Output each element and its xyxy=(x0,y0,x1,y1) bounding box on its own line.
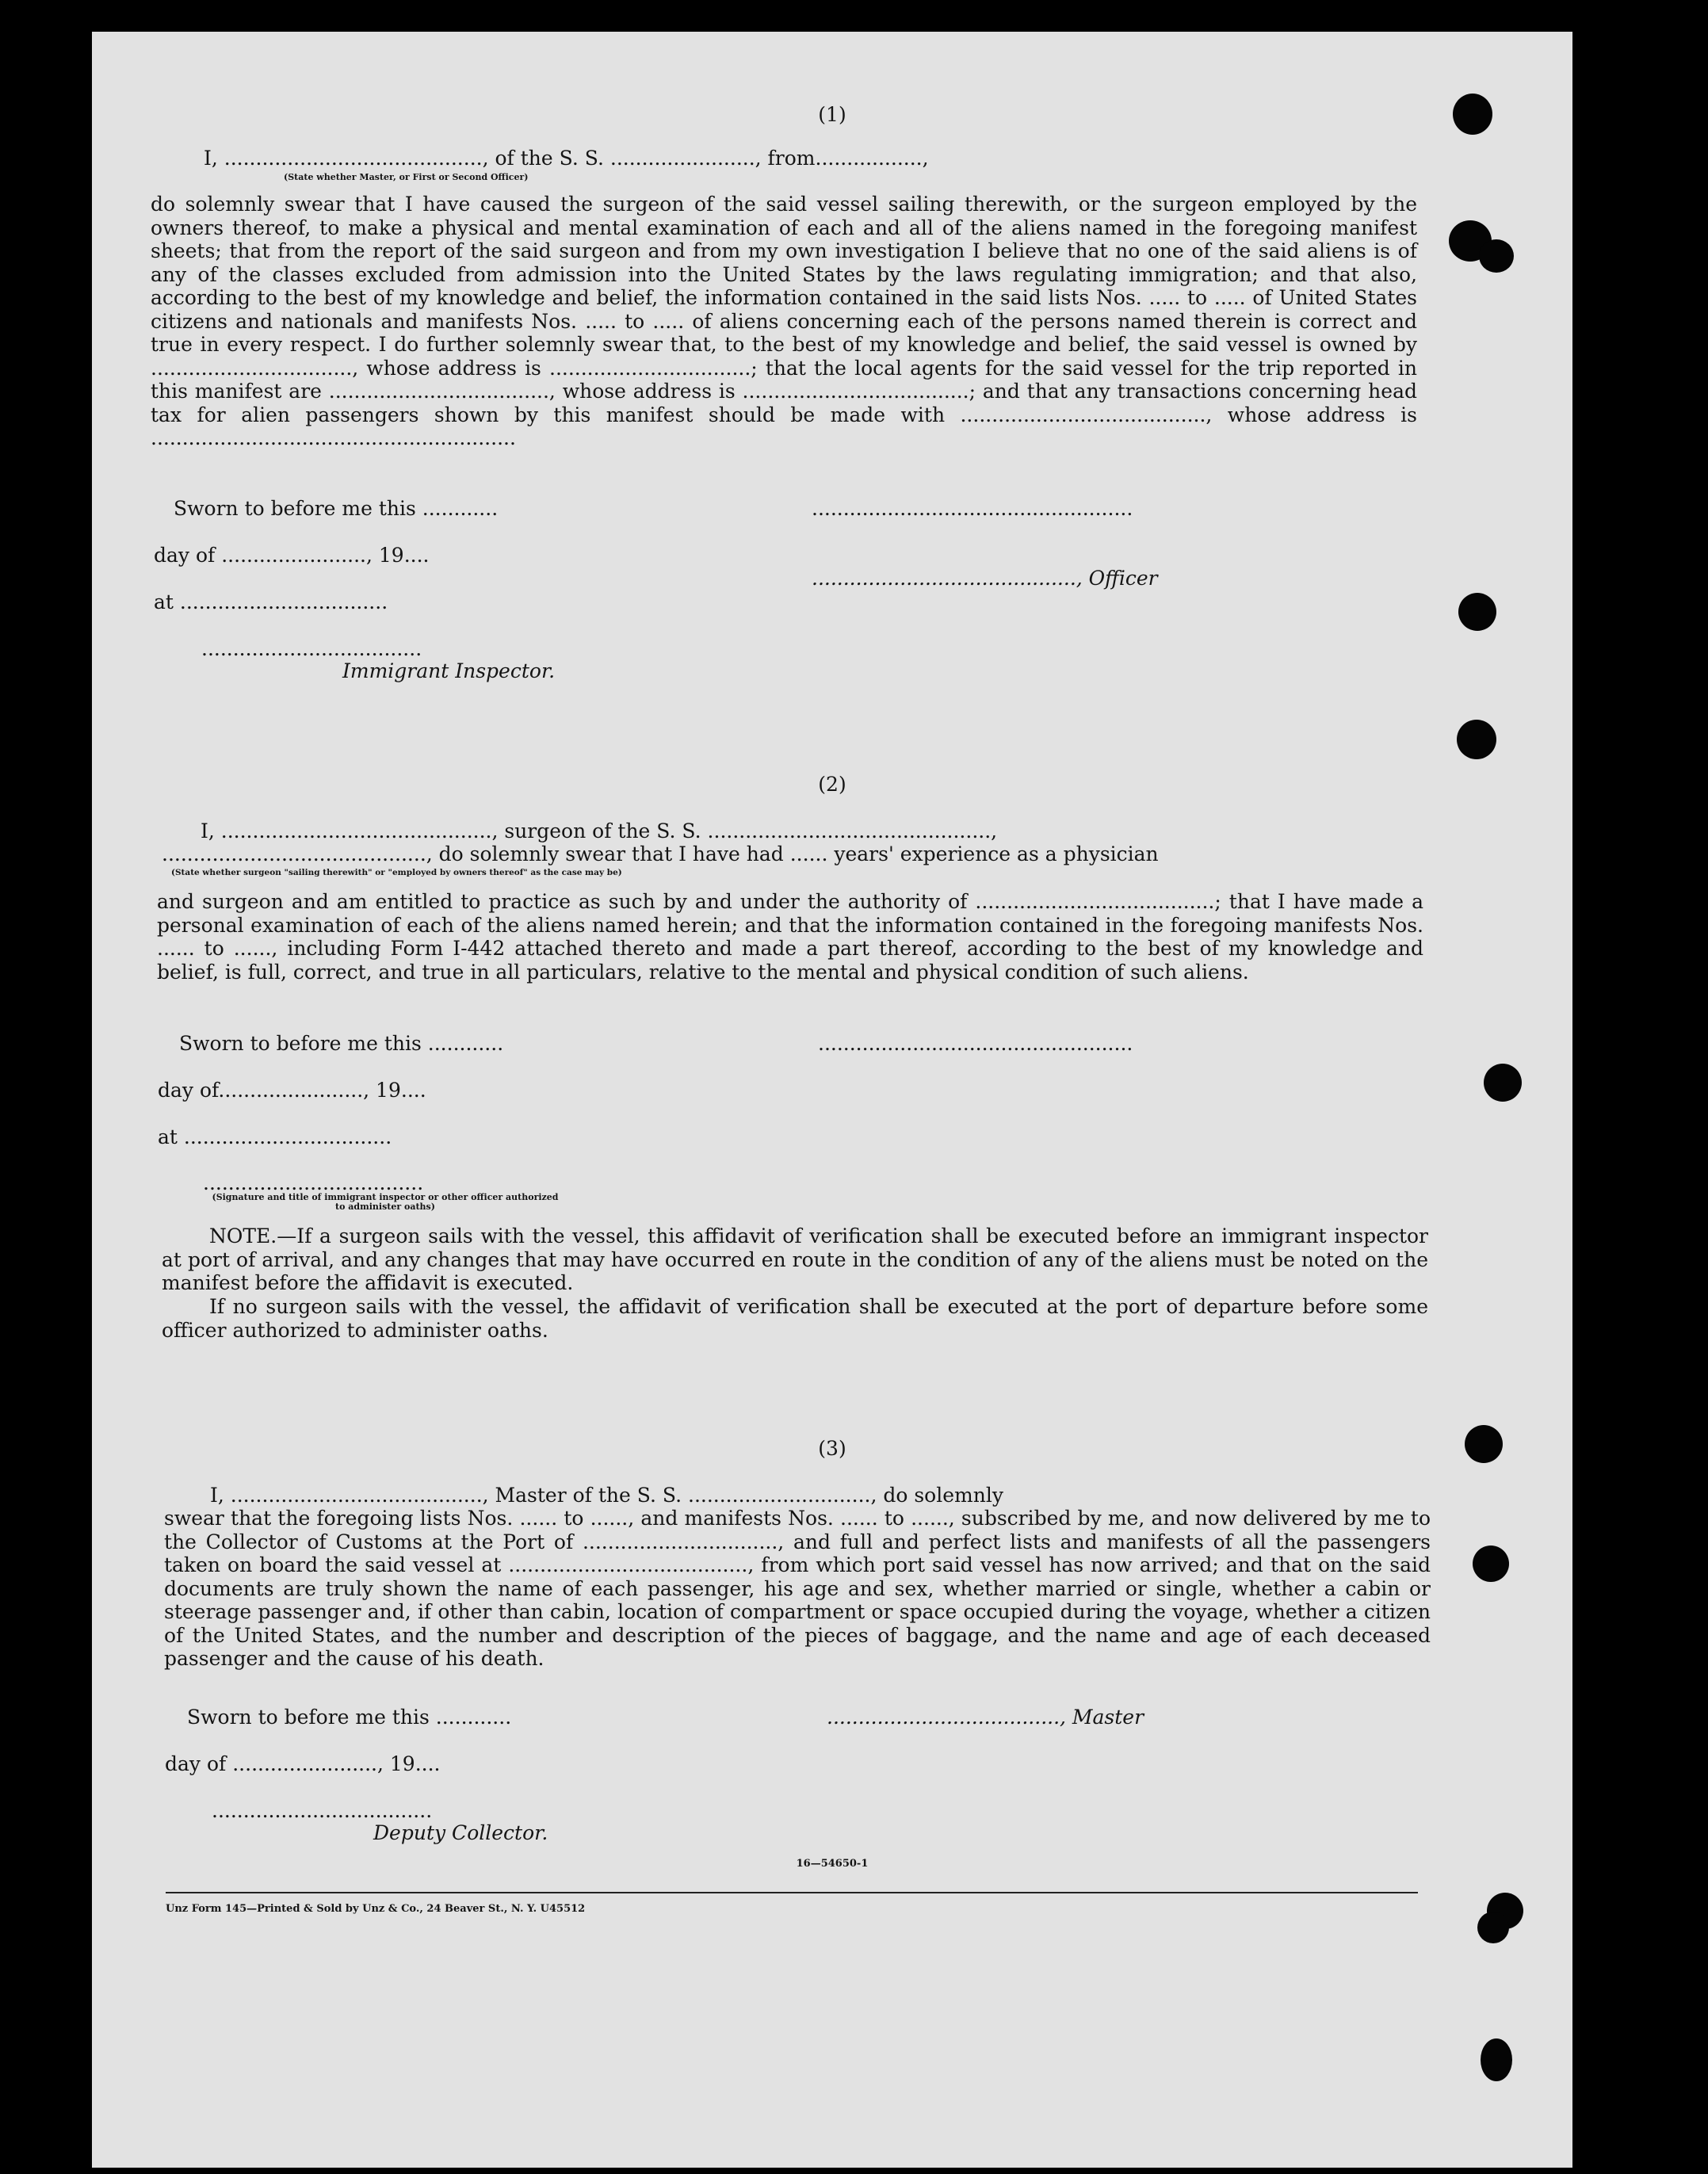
section-1-officer-note: (State whether Master, or First or Second Officer) xyxy=(284,172,529,182)
section-2-signature-line: .................................................. xyxy=(818,1032,1133,1055)
section-2-experience-line: .........................................., do solemnly swear that I have had ...... years' experience as a physician xyxy=(162,842,1159,865)
footer-rule xyxy=(166,1892,1418,1893)
section-3-oath-line: I, ........................................, Master of the S. S. ............................., do solemnly xyxy=(210,1484,1003,1507)
section-1-number: (1) xyxy=(818,103,846,126)
section-3-number: (3) xyxy=(818,1437,846,1460)
section-3-sworn: Sworn to before me this ............ xyxy=(187,1706,512,1729)
section-1-sworn: Sworn to before me this ............ xyxy=(174,497,499,520)
manifest-verification-page xyxy=(92,32,1572,2168)
punch-hole xyxy=(1465,1425,1503,1463)
punch-hole xyxy=(1484,1064,1522,1102)
section-1-at: at ................................. xyxy=(154,590,388,613)
section-2-number: (2) xyxy=(818,773,846,796)
section-2-at: at ................................. xyxy=(158,1125,392,1148)
section-3-collector-label: Deputy Collector. xyxy=(373,1821,548,1844)
section-2-day: day of......................., 19.... xyxy=(158,1079,426,1102)
section-1-officer-line: .........................................., Officer xyxy=(812,567,1158,590)
section-2-note-paragraph: NOTE.—If a surgeon sails with the vessel, this affidavit of verification shall be executed before an immigrant inspector at port of arrival, and any changes that may have occurred en route in the condition of any of the aliens must be noted on the manifest before the affidavit is executed. xyxy=(162,1225,1428,1294)
section-3-collector-signature-line: ................................... xyxy=(212,1799,433,1822)
punch-hole xyxy=(1481,2038,1512,2081)
section-2-body: and surgeon and am entitled to practice as such by and under the authority of ......................................; that I have made a personal examination of each of the aliens named herein; and that the information contained in the foregoing manifests Nos. ...... to ......, including Form I-442 attached thereto and made a part thereof, according to the best of my knowledge and belief, is full, correct, and true in all particulars, relative to the mental and physical condition of such aliens. xyxy=(157,890,1423,984)
punch-hole xyxy=(1458,593,1496,631)
footer-printer-line: Unz Form 145—Printed & Sold by Unz & Co., 24 Beaver St., N. Y. U45512 xyxy=(166,1903,586,1915)
punch-hole xyxy=(1473,1545,1509,1582)
section-1-day: day of ......................., 19.... xyxy=(154,544,430,567)
punch-hole xyxy=(1453,94,1492,135)
section-2-signature-note: (Signature and title of immigrant inspector or other officer authorized to administer oaths) xyxy=(212,1192,559,1212)
punch-hole xyxy=(1477,1912,1509,1943)
section-2-note-paragraph-2: If no surgeon sails with the vessel, the affidavit of verification shall be executed at the port of departure before some officer authorized to administer oaths. xyxy=(162,1295,1428,1342)
section-1-inspector-label: Immigrant Inspector. xyxy=(342,659,556,682)
punch-hole xyxy=(1479,239,1514,273)
form-code: 16—54650-1 xyxy=(796,1858,869,1870)
section-3-body: swear that the foregoing lists Nos. ...... to ......, and manifests Nos. ...... to ......, subscribed by me, and now delivered by me to the Collector of Customs at the Port of ..............................., and full and perfect lists and manifests of all the passengers taken on board the said vessel at ......................................, from which port said vessel has now arrived; and that on the said documents are truly shown the name of each passenger, his age and sex, whether married or single, whether a cabin or steerage passenger and, if other than cabin, location of compartment or space occupied during the voyage, whether a citizen of the United States, and the number and description of the pieces of baggage, and the name and age of each deceased passenger and the cause of his death. xyxy=(164,1507,1431,1670)
section-2-surgeon-note: (State whether surgeon "sailing therewith" or "employed by owners thereof" as the case may be) xyxy=(171,868,622,877)
section-1-inspector-signature-line: ................................... xyxy=(201,637,422,660)
section-2-inspector-signature-line: ................................... xyxy=(203,1171,424,1194)
section-1-signature-line: ................................................... xyxy=(812,497,1133,520)
section-1-oath-line: I, ........................................., of the S. S. ......................., from................., xyxy=(204,147,929,170)
section-1-body: do solemnly swear that I have caused the surgeon of the said vessel sailing therewith, or the surgeon employed by the owners thereof, to make a physical and mental examination of each and all of the aliens named in the foregoing manifest sheets; that from the report of the said surgeon and from my own investigation I believe that no one of the said aliens is of any of the classes excluded from admission into the United States by the laws regulating immigration; and that also, according to the best of my knowledge and belief, the information contained in the said lists Nos. ..... to ..... of United States citizens and nationals and manifests Nos. ..... to ..... of aliens concerning each of the persons named therein is correct and true in every respect. I do further solemnly swear that, to the best of my knowledge and belief, the said vessel is owned by ................................, whose address is ................................; that the local agents for the said vessel for the trip reported in this manifest are ..................................., whose address is ....................................; and that any transactions concerning head tax for alien passengers shown by this manifest should be made with ......................................., whose address is .......................................................... xyxy=(151,193,1417,449)
section-3-day: day of ......................., 19.... xyxy=(165,1752,441,1775)
section-2-sworn: Sworn to before me this ............ xyxy=(179,1032,504,1055)
section-3-master-line: ....................................., Master xyxy=(827,1706,1144,1729)
punch-hole xyxy=(1457,720,1496,759)
section-2-oath-line: I, ..........................................., surgeon of the S. S. ............................................., xyxy=(201,820,998,842)
